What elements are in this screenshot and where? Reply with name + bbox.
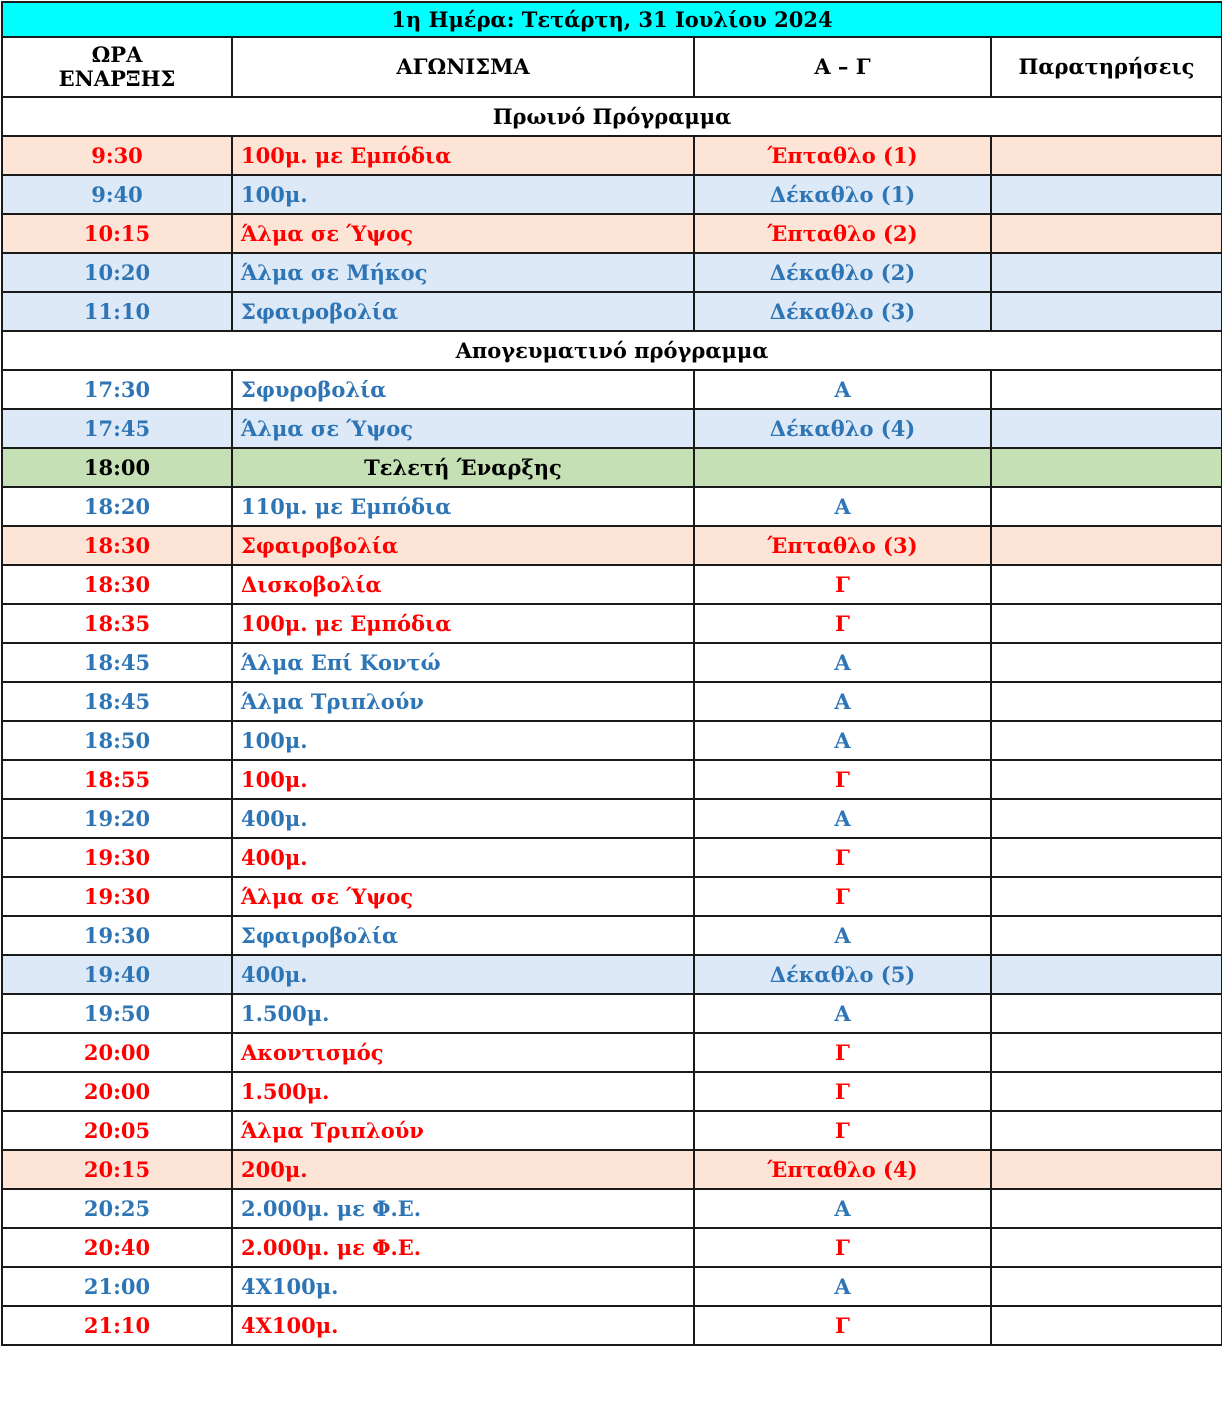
cell-start-time: 17:30 <box>2 370 232 409</box>
cell-category: Έπταθλο (3) <box>694 526 991 565</box>
cell-notes <box>991 214 1222 253</box>
cell-event-name: 100μ. με Εμπόδια <box>232 604 694 643</box>
section-row <box>2 97 1222 136</box>
event-row <box>2 643 1222 682</box>
cell-notes <box>991 1306 1222 1345</box>
cell-start-time: 18:35 <box>2 604 232 643</box>
event-row <box>2 1306 1222 1345</box>
cell-start-time: 21:10 <box>2 1306 232 1345</box>
cell-start-time: 20:25 <box>2 1189 232 1228</box>
cell-category: Δέκαθλο (4) <box>694 409 991 448</box>
column-header-notes: Παρατηρήσεις <box>991 37 1222 97</box>
cell-event-name: 1.500μ. <box>232 1072 694 1111</box>
event-row <box>2 175 1222 214</box>
event-row <box>2 682 1222 721</box>
cell-start-time: 11:10 <box>2 292 232 331</box>
event-row <box>2 214 1222 253</box>
cell-notes <box>991 448 1222 487</box>
cell-category: Έπταθλο (1) <box>694 136 991 175</box>
event-row <box>2 409 1222 448</box>
cell-notes <box>991 643 1222 682</box>
cell-event-name: Άλμα σε Μήκος <box>232 253 694 292</box>
cell-start-time: 18:55 <box>2 760 232 799</box>
event-row <box>2 1150 1222 1189</box>
cell-start-time: 19:40 <box>2 955 232 994</box>
page-title: 1η Ημέρα: Τετάρτη, 31 Ιουλίου 2024 <box>2 2 1222 37</box>
cell-notes <box>991 1033 1222 1072</box>
cell-notes <box>991 760 1222 799</box>
cell-event-name: 110μ. με Εμπόδια <box>232 487 694 526</box>
event-row <box>2 1033 1222 1072</box>
cell-event-name: 100μ. <box>232 760 694 799</box>
cell-category: Α <box>694 370 991 409</box>
cell-category <box>694 448 991 487</box>
cell-event-name: Άλμα Επί Κοντώ <box>232 643 694 682</box>
cell-start-time: 9:40 <box>2 175 232 214</box>
cell-event-name: 100μ. <box>232 721 694 760</box>
cell-notes <box>991 1228 1222 1267</box>
section-label: Πρωινό Πρόγραμμα <box>2 97 1222 136</box>
cell-notes <box>991 292 1222 331</box>
section-row <box>2 331 1222 370</box>
cell-event-name: Άλμα σε Ύψος <box>232 409 694 448</box>
event-row <box>2 799 1222 838</box>
cell-event-name: 400μ. <box>232 799 694 838</box>
cell-category: Γ <box>694 760 991 799</box>
cell-notes <box>991 565 1222 604</box>
cell-category: Έπταθλο (4) <box>694 1150 991 1189</box>
cell-notes <box>991 526 1222 565</box>
cell-category: Δέκαθλο (3) <box>694 292 991 331</box>
cell-category: Δέκαθλο (1) <box>694 175 991 214</box>
column-header-time-line1: ΩΡΑ <box>91 42 143 68</box>
cell-start-time: 18:30 <box>2 565 232 604</box>
cell-event-name: 400μ. <box>232 838 694 877</box>
cell-notes <box>991 175 1222 214</box>
event-row <box>2 877 1222 916</box>
event-row <box>2 1072 1222 1111</box>
event-row <box>2 1189 1222 1228</box>
cell-notes <box>991 409 1222 448</box>
column-header-time-line2: ΕΝΑΡΞΗΣ <box>58 66 176 91</box>
cell-notes <box>991 838 1222 877</box>
event-row <box>2 760 1222 799</box>
cell-notes <box>991 1111 1222 1150</box>
schedule-body <box>2 2 1222 1345</box>
event-row <box>2 565 1222 604</box>
cell-notes <box>991 721 1222 760</box>
cell-category: Γ <box>694 1033 991 1072</box>
cell-notes <box>991 877 1222 916</box>
cell-start-time: 18:00 <box>2 448 232 487</box>
event-row <box>2 370 1222 409</box>
event-row <box>2 253 1222 292</box>
cell-notes <box>991 955 1222 994</box>
cell-event-name: Σφαιροβολία <box>232 292 694 331</box>
cell-event-name: 100μ. <box>232 175 694 214</box>
cell-start-time: 20:00 <box>2 1033 232 1072</box>
cell-start-time: 9:30 <box>2 136 232 175</box>
cell-start-time: 20:40 <box>2 1228 232 1267</box>
cell-notes <box>991 604 1222 643</box>
cell-event-name: 4Χ100μ. <box>232 1306 694 1345</box>
event-row <box>2 604 1222 643</box>
cell-start-time: 20:00 <box>2 1072 232 1111</box>
cell-category: Γ <box>694 1228 991 1267</box>
cell-notes <box>991 799 1222 838</box>
cell-start-time: 18:45 <box>2 643 232 682</box>
cell-event-name: 4Χ100μ. <box>232 1267 694 1306</box>
cell-start-time: 20:15 <box>2 1150 232 1189</box>
cell-category: Α <box>694 1267 991 1306</box>
cell-notes <box>991 916 1222 955</box>
schedule-table <box>1 1 1222 1346</box>
cell-notes <box>991 1072 1222 1111</box>
cell-category: Γ <box>694 877 991 916</box>
cell-notes <box>991 682 1222 721</box>
cell-notes <box>991 1189 1222 1228</box>
cell-start-time: 19:30 <box>2 838 232 877</box>
cell-start-time: 17:45 <box>2 409 232 448</box>
cell-start-time: 10:20 <box>2 253 232 292</box>
event-row <box>2 136 1222 175</box>
header-row <box>2 37 1222 97</box>
column-header-time <box>2 37 232 97</box>
cell-start-time: 21:00 <box>2 1267 232 1306</box>
cell-event-name: Άλμα Τριπλούν <box>232 1111 694 1150</box>
column-header-event: ΑΓΩΝΙΣΜΑ <box>232 37 694 97</box>
cell-category: Α <box>694 487 991 526</box>
cell-category: Γ <box>694 1072 991 1111</box>
cell-notes <box>991 1150 1222 1189</box>
cell-category: Γ <box>694 604 991 643</box>
cell-event-name: 200μ. <box>232 1150 694 1189</box>
cell-category: Δέκαθλο (2) <box>694 253 991 292</box>
cell-category: Α <box>694 799 991 838</box>
event-row <box>2 838 1222 877</box>
cell-category: Γ <box>694 1306 991 1345</box>
event-row <box>2 1111 1222 1150</box>
cell-notes <box>991 136 1222 175</box>
cell-event-name: Άλμα σε Ύψος <box>232 877 694 916</box>
ceremony-row <box>2 448 1222 487</box>
cell-start-time: 18:45 <box>2 682 232 721</box>
column-header-category: Α – Γ <box>694 37 991 97</box>
cell-start-time: 20:05 <box>2 1111 232 1150</box>
cell-event-name: Σφαιροβολία <box>232 526 694 565</box>
cell-event-name: 1.500μ. <box>232 994 694 1033</box>
cell-category: Έπταθλο (2) <box>694 214 991 253</box>
event-row <box>2 1228 1222 1267</box>
event-row <box>2 526 1222 565</box>
cell-start-time: 18:50 <box>2 721 232 760</box>
cell-start-time: 18:30 <box>2 526 232 565</box>
cell-notes <box>991 253 1222 292</box>
cell-category: Δέκαθλο (5) <box>694 955 991 994</box>
event-row <box>2 292 1222 331</box>
cell-notes <box>991 994 1222 1033</box>
event-row <box>2 721 1222 760</box>
cell-start-time: 19:30 <box>2 916 232 955</box>
cell-event-name: 2.000μ. με Φ.Ε. <box>232 1189 694 1228</box>
cell-event-name: 100μ. με Εμπόδια <box>232 136 694 175</box>
cell-event-name: 2.000μ. με Φ.Ε. <box>232 1228 694 1267</box>
cell-start-time: 19:30 <box>2 877 232 916</box>
cell-event-name: 400μ. <box>232 955 694 994</box>
cell-notes <box>991 1267 1222 1306</box>
cell-category: Γ <box>694 838 991 877</box>
cell-category: Α <box>694 682 991 721</box>
event-row <box>2 487 1222 526</box>
cell-event-name: Σφυροβολία <box>232 370 694 409</box>
cell-category: Α <box>694 1189 991 1228</box>
section-label: Απογευματινό πρόγραμμα <box>2 331 1222 370</box>
cell-category: Α <box>694 721 991 760</box>
event-row <box>2 916 1222 955</box>
cell-start-time: 18:20 <box>2 487 232 526</box>
event-row <box>2 955 1222 994</box>
cell-event-name: Άλμα σε Ύψος <box>232 214 694 253</box>
cell-event-name: Ακοντισμός <box>232 1033 694 1072</box>
cell-category: Γ <box>694 565 991 604</box>
event-row <box>2 1267 1222 1306</box>
cell-category: Α <box>694 916 991 955</box>
cell-start-time: 19:50 <box>2 994 232 1033</box>
cell-category: Α <box>694 994 991 1033</box>
cell-event-name: Δισκοβολία <box>232 565 694 604</box>
cell-event-name: Τελετή Έναρξης <box>232 448 694 487</box>
cell-category: Α <box>694 643 991 682</box>
title-row <box>2 2 1222 37</box>
cell-start-time: 19:20 <box>2 799 232 838</box>
cell-event-name: Σφαιροβολία <box>232 916 694 955</box>
cell-notes <box>991 370 1222 409</box>
cell-notes <box>991 487 1222 526</box>
cell-category: Γ <box>694 1111 991 1150</box>
event-row <box>2 994 1222 1033</box>
cell-event-name: Άλμα Τριπλούν <box>232 682 694 721</box>
cell-start-time: 10:15 <box>2 214 232 253</box>
